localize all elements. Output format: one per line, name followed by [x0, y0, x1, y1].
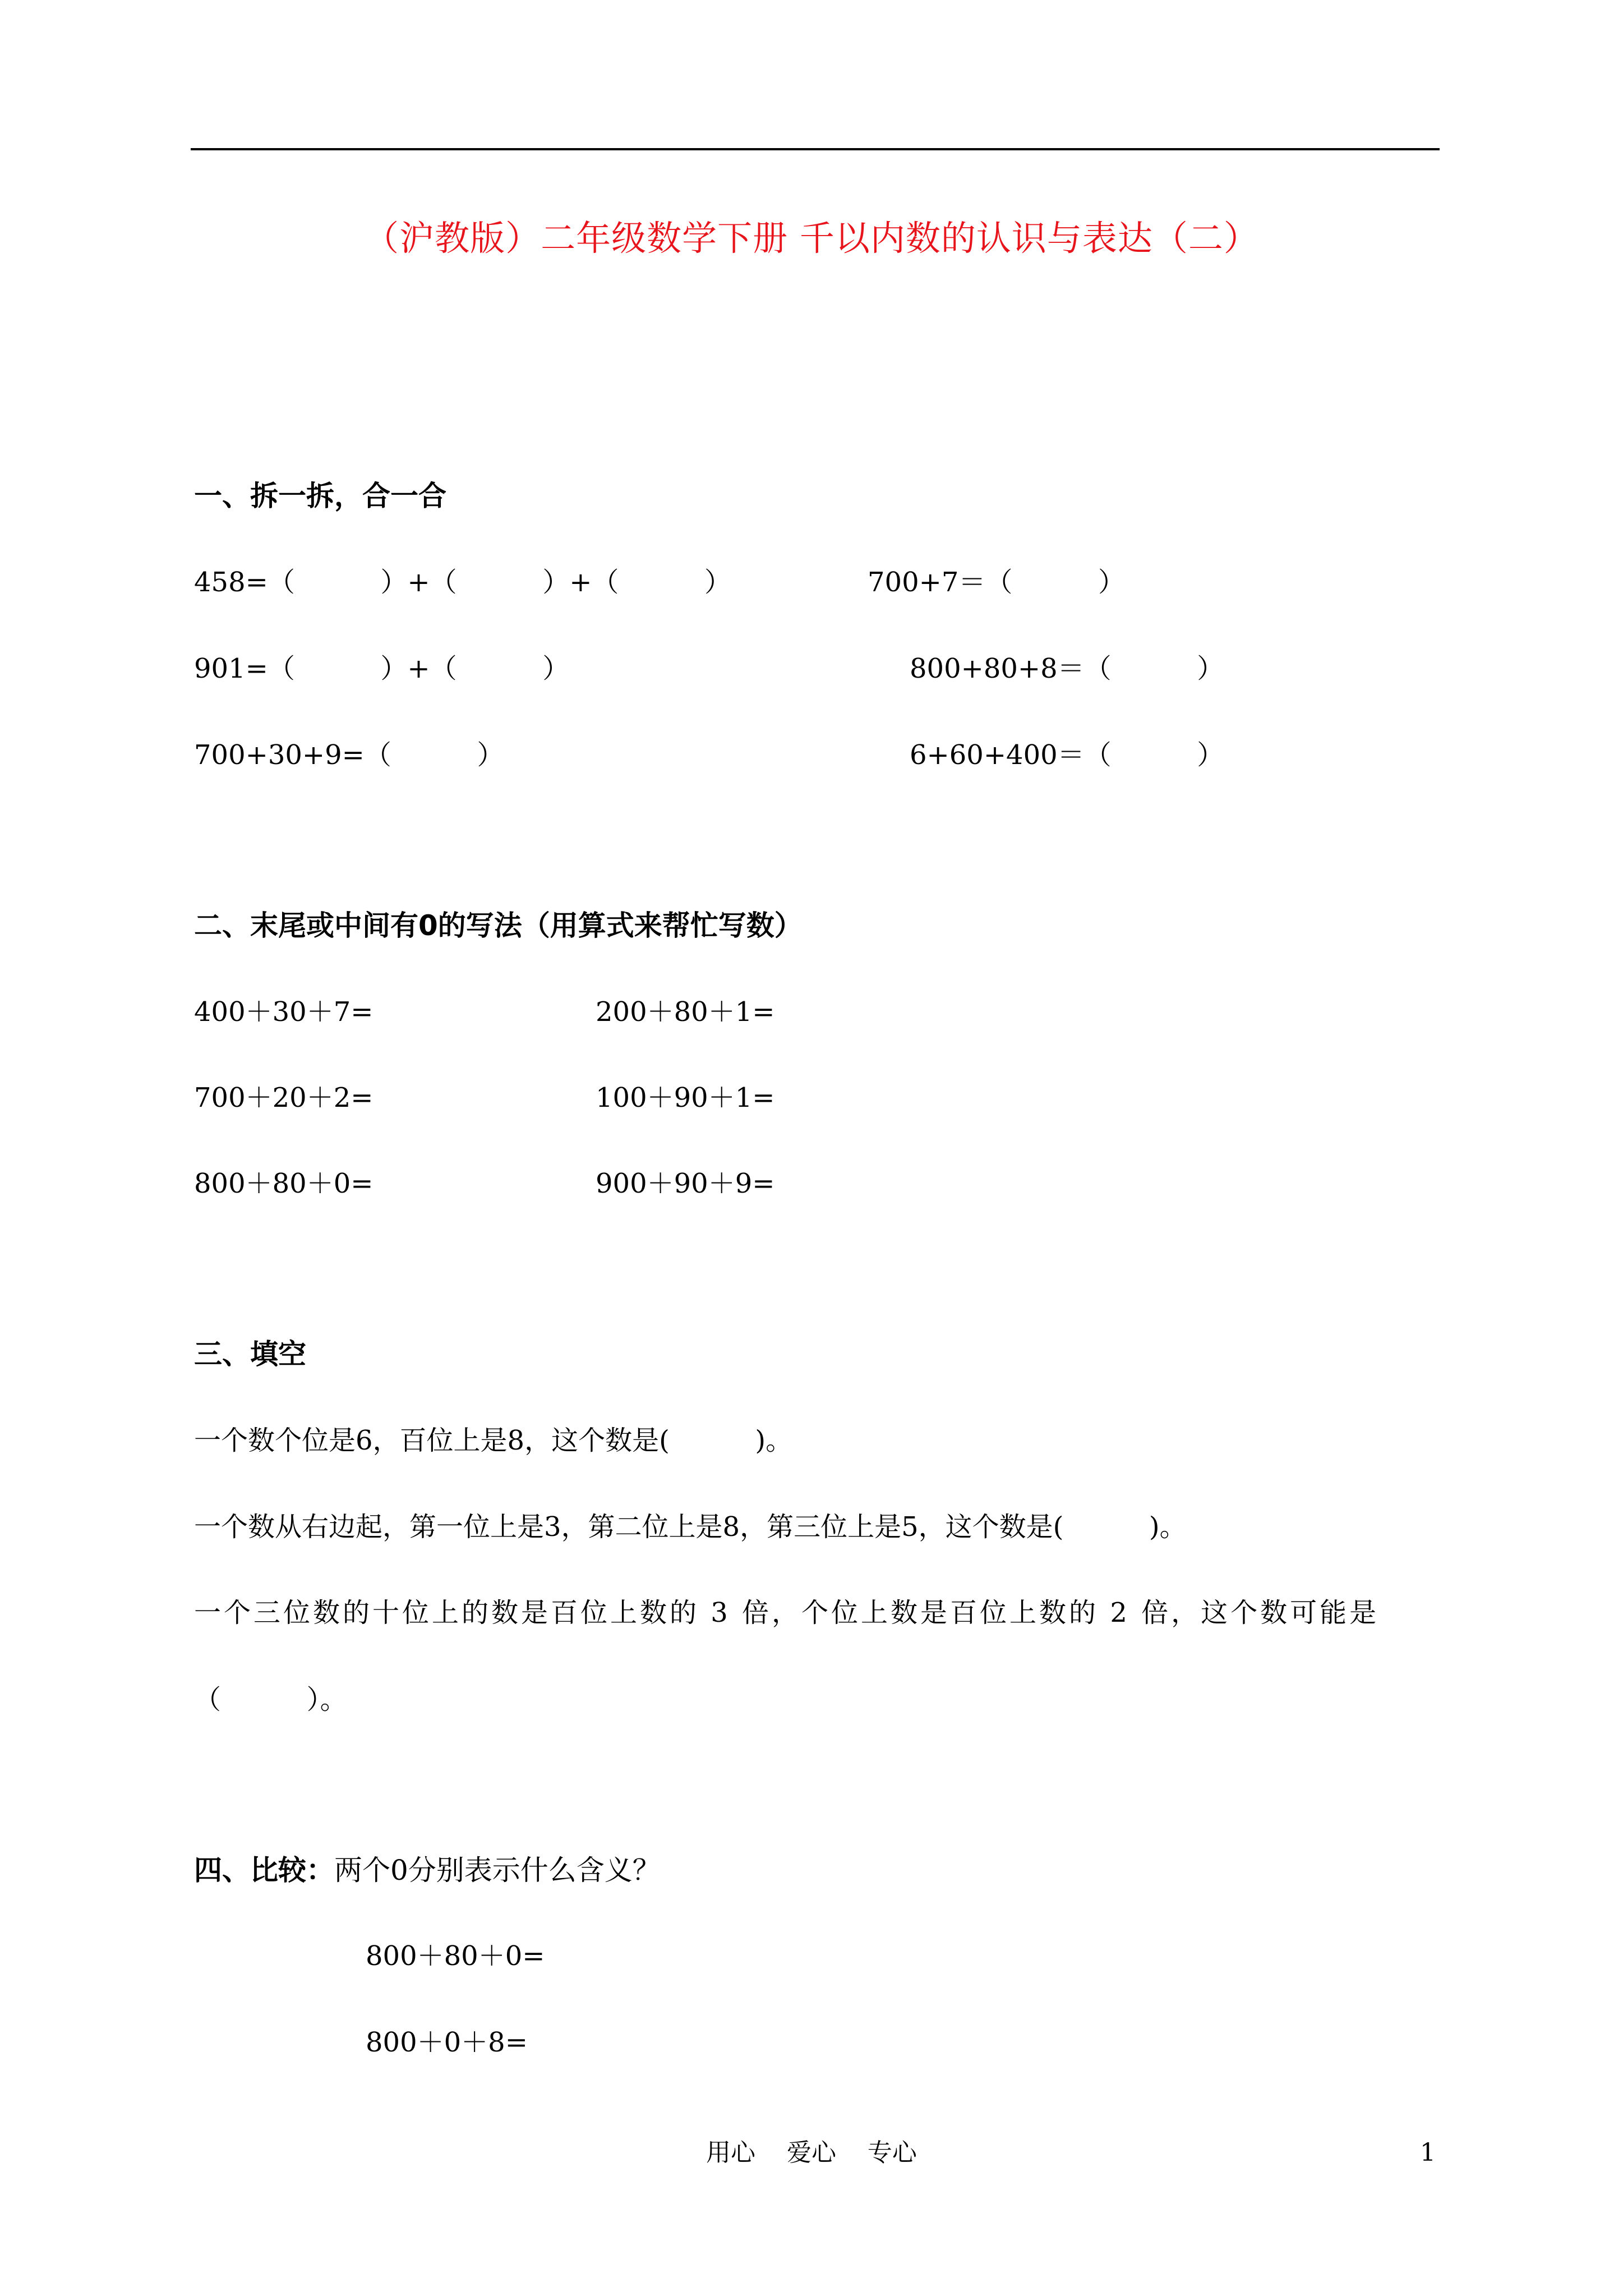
footer-motto: 用心 爱心 专心 — [706, 2138, 917, 2167]
section3-item2: 一个数从右边起，第一位上是3，第二位上是8，第三位上是5，这个数是( )。 — [194, 1511, 1187, 1543]
section1-row2-right: 800+80+8＝（ ） — [910, 653, 1224, 684]
section2-row2-right: 100＋90＋1= — [596, 1082, 775, 1114]
page-number: 1 — [1420, 2138, 1436, 2167]
document-title: （沪教版）二年级数学下册 千以内数的认识与表达（二） — [364, 218, 1259, 259]
section3-item3-continued: （ ）。 — [194, 1684, 347, 1715]
section3-item1: 一个数个位是6，百位上是8，这个数是( )。 — [194, 1425, 793, 1456]
section2-row3-right: 900＋90＋9= — [596, 1168, 775, 1199]
section1-row3-right: 6+60+400＝（ ） — [910, 739, 1224, 771]
section1-heading: 一、拆一拆，合一合 — [194, 480, 446, 512]
section1-row1-left: 458=（ ）+（ ）+（ ） — [194, 567, 732, 598]
section1-row1-right: 700+7＝（ ） — [868, 567, 1125, 598]
section3-heading: 三、填空 — [194, 1338, 306, 1370]
header-rule — [191, 148, 1440, 150]
section4-heading — [194, 1852, 661, 1888]
section3-item3: 一个三位数的十位上的数是百位上数的 3 倍，个位上数是百位上数的 2 倍，这个数可能是 — [194, 1597, 1380, 1628]
section2-row3-left: 800＋80＋0= — [194, 1168, 374, 1199]
section1-row3-left: 700+30+9=（ ） — [194, 739, 504, 771]
section2-row2-left: 700＋20＋2= — [194, 1082, 374, 1114]
section4-item1: 800＋80＋0= — [366, 1940, 545, 1972]
section2-heading: 二、末尾或中间有0的写法（用算式来帮忙写数） — [194, 909, 803, 942]
section1-row2-left: 901=（ ）+（ ） — [194, 653, 570, 684]
section4-item2: 800＋0＋8= — [366, 2027, 528, 2058]
section4-heading-question: 两个0分别表示什么含义？ — [334, 1854, 661, 1887]
section2-row1-right: 200＋80＋1= — [596, 996, 775, 1028]
section2-row1-left: 400＋30＋7= — [194, 996, 374, 1028]
section4-heading-bold: 四、比较： — [194, 1854, 334, 1887]
